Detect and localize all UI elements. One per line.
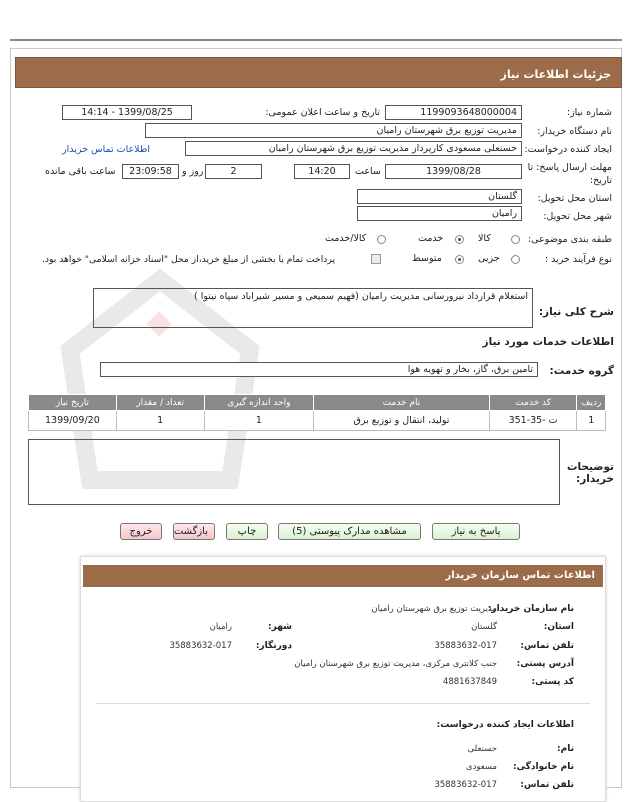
service-group-field: تامین برق، گاز، بخار و تهویه هوا bbox=[100, 362, 538, 377]
days-label: روز و bbox=[182, 166, 204, 177]
province-label: استان محل تحویل: bbox=[537, 193, 612, 204]
creator-field: حسنعلی مسعودی کارپرداز مدیریت توزیع برق شهرستان رامیان bbox=[185, 141, 522, 156]
deadline-time-field: 14:20 bbox=[294, 164, 350, 179]
contact-postal-value: 4881637849 bbox=[442, 677, 497, 687]
city-label: شهر محل تحویل: bbox=[543, 211, 612, 222]
cell-date: 1399/09/20 bbox=[29, 411, 117, 431]
buyer-label: نام دستگاه خریدار: bbox=[537, 126, 612, 137]
process-option-minor: جزیی bbox=[478, 253, 500, 264]
contact-city-value: رامیان bbox=[209, 622, 232, 632]
col-code: کد خدمت bbox=[489, 395, 577, 411]
col-date: تاریخ نیاز bbox=[29, 395, 117, 411]
announce-label: تاریخ و ساعت اعلان عمومی: bbox=[265, 107, 380, 118]
summary-field: استعلام قرارداد نیرورسانی مدیریت رامیان (فهیم سمیعی و مسیر شیراباد سپاه نیتوا ) bbox=[93, 288, 533, 328]
province-field: گلستان bbox=[357, 189, 522, 204]
contact-fax-label: دورنگار: bbox=[255, 641, 292, 651]
services-title: اطلاعات خدمات مورد نیاز bbox=[482, 336, 614, 348]
creator-family-value: مسعودی bbox=[465, 762, 497, 772]
creator-phone-value: 35883632-017 bbox=[434, 780, 497, 790]
services-table bbox=[28, 394, 606, 431]
contact-province-label: استان: bbox=[543, 622, 574, 632]
creator-name-label: نام: bbox=[557, 744, 574, 754]
deadline-label: مهلت ارسال پاسخ: تا bbox=[527, 162, 612, 173]
creator-section-title: اطلاعات ایجاد کننده درخواست: bbox=[436, 720, 574, 730]
page-title: جزئیات اطلاعات نیاز bbox=[15, 57, 622, 88]
process-label: نوع فرآیند خرید : bbox=[544, 254, 612, 265]
contact-address-value: جنب کلانتری مرکزی، مدیریت توزیع برق شهرستان رامیان bbox=[294, 659, 497, 669]
announce-field: 1399/08/25 - 14:14 bbox=[62, 105, 192, 120]
summary-label: شرح کلی نیاز: bbox=[538, 306, 614, 318]
col-name: نام خدمت bbox=[314, 395, 490, 411]
deadline-label-2: تاریخ: bbox=[589, 175, 612, 186]
process-option-medium: متوسط bbox=[412, 253, 442, 264]
remaining-label: ساعت باقی مانده bbox=[45, 166, 116, 177]
category-radio-service[interactable] bbox=[455, 235, 464, 244]
col-quantity: تعداد / مقدار bbox=[116, 395, 204, 411]
remaining-time-field: 23:09:58 bbox=[122, 164, 179, 179]
city-field: رامیان bbox=[357, 206, 522, 221]
cell-name: تولید، انتقال و توزیع برق bbox=[314, 411, 490, 431]
contact-address-label: آدرس پستی: bbox=[516, 659, 574, 669]
cell-row: 1 bbox=[577, 411, 606, 431]
buyer-notes-field bbox=[28, 439, 560, 505]
cell-code: ت -35-351 bbox=[489, 411, 577, 431]
exit-button[interactable]: خروج bbox=[120, 523, 162, 540]
time-label: ساعت bbox=[355, 166, 381, 177]
contact-city-label: شهر: bbox=[268, 622, 292, 632]
buyer-notes-label: توضیحات خریدار: bbox=[566, 461, 614, 485]
contact-card-title: اطلاعات تماس سازمان خریدار bbox=[83, 565, 603, 587]
treasury-checkbox[interactable] bbox=[371, 254, 381, 264]
contact-org-label: نام سازمان خریدار: bbox=[487, 604, 574, 614]
back-button[interactable]: بازگشت bbox=[173, 523, 215, 540]
need-number-field: 1199093648000004 bbox=[385, 105, 522, 120]
buyer-contact-link[interactable]: اطلاعات تماس خریدار bbox=[62, 144, 151, 155]
process-radio-medium[interactable] bbox=[455, 255, 464, 264]
contact-phone-value: 35883632-017 bbox=[434, 641, 497, 651]
category-radio-both[interactable] bbox=[377, 235, 386, 244]
col-row: ردیف bbox=[577, 395, 606, 411]
category-radio-goods[interactable] bbox=[511, 235, 520, 244]
contact-postal-label: کد پستی: bbox=[531, 677, 574, 687]
creator-family-label: نام خانوادگی: bbox=[512, 762, 574, 772]
treasury-text: پرداخت تمام یا بخشی از مبلغ خرید،از محل "اسناد خزانه اسلامی" خواهد بود. bbox=[42, 254, 335, 265]
top-divider bbox=[10, 39, 622, 41]
days-field: 2 bbox=[205, 164, 262, 179]
contact-divider bbox=[96, 703, 590, 704]
service-group-label: گروه خدمت: bbox=[549, 365, 614, 377]
creator-phone-label: تلفن تماس: bbox=[520, 780, 574, 790]
process-radio-minor[interactable] bbox=[511, 255, 520, 264]
buyer-field: مدیریت توزیع برق شهرستان رامیان bbox=[145, 123, 522, 138]
category-option-service: خدمت bbox=[418, 233, 444, 244]
contact-fax-value: 35883632-017 bbox=[169, 641, 232, 651]
attachments-button[interactable]: مشاهده مدارک پیوستی (5) bbox=[278, 523, 421, 540]
contact-org-value: مدیریت توزیع برق شهرستان رامیان bbox=[371, 604, 497, 614]
category-option-goods: کالا bbox=[478, 233, 491, 244]
table-row bbox=[29, 411, 606, 431]
creator-label: ایجاد کننده درخواست: bbox=[524, 144, 612, 155]
cell-quantity: 1 bbox=[116, 411, 204, 431]
category-label: طبقه بندی موضوعی: bbox=[527, 234, 612, 245]
contact-province-value: گلستان bbox=[471, 622, 497, 632]
need-number-label: شماره نیاز: bbox=[566, 107, 612, 118]
col-unit: واحد اندازه گیری bbox=[204, 395, 314, 411]
reply-button[interactable]: پاسخ به نیاز bbox=[432, 523, 520, 540]
cell-unit: 1 bbox=[204, 411, 314, 431]
category-option-both: کالا/خدمت bbox=[325, 233, 367, 244]
table-header-row bbox=[29, 395, 606, 411]
creator-name-value: حسنعلی bbox=[467, 744, 497, 754]
print-button[interactable]: چاپ bbox=[226, 523, 268, 540]
contact-phone-label: تلفن تماس: bbox=[520, 641, 574, 651]
deadline-date-field: 1399/08/28 bbox=[385, 164, 522, 179]
